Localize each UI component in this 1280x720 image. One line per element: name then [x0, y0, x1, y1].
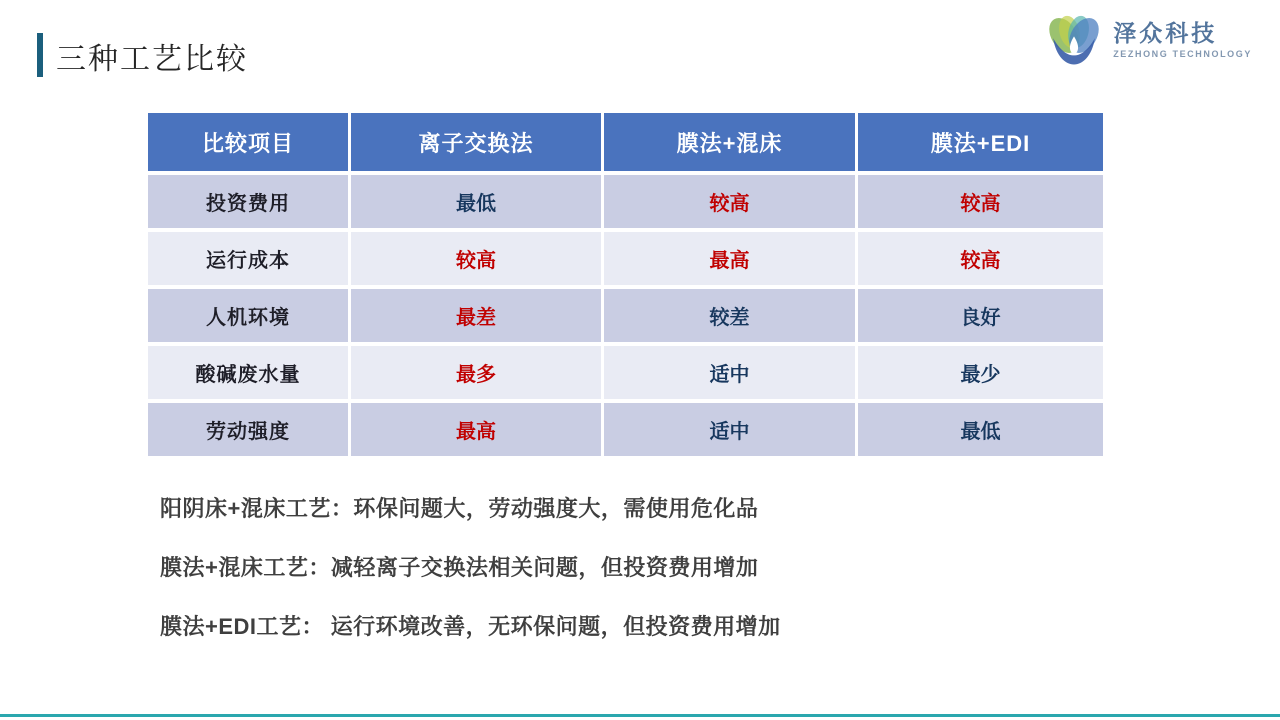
col-header-membrane-mixedbed: 膜法+混床: [604, 113, 855, 171]
cell-value: 较高: [960, 250, 1001, 272]
table-cell: [351, 232, 601, 285]
col-header-ion-exchange: 离子交换法: [351, 113, 601, 171]
table-cell: [604, 175, 855, 228]
cell-value: 最低: [456, 193, 496, 215]
company-logo: [1045, 10, 1252, 70]
row-label: 投资费用: [148, 175, 348, 228]
table-cell: [604, 289, 855, 342]
cell-value: 良好: [960, 307, 1001, 329]
col-header-item: 比较项目: [148, 113, 348, 171]
note-membrane-mixedbed: 膜法+混床工艺：减轻离子交换法相关问题，但投资费用增加: [160, 555, 759, 580]
table-cell: [351, 175, 601, 228]
cell-value: 较高: [960, 193, 1001, 215]
table-cell: [351, 289, 601, 342]
row-label: 人机环境: [148, 289, 348, 342]
table-cell: [351, 403, 601, 456]
cell-value: 最少: [960, 364, 1001, 386]
table-cell: [351, 346, 601, 399]
title-accent-bar: [37, 33, 43, 77]
process-notes: [160, 492, 781, 641]
row-label: 运行成本: [148, 232, 348, 285]
logo-name-en: ZEZHONG TECHNOLOGY: [1113, 49, 1252, 60]
cell-value: 最差: [456, 307, 496, 329]
table-cell: [604, 403, 855, 456]
lotus-drop-logo-icon: [1045, 10, 1103, 70]
cell-value: 最低: [960, 421, 1001, 443]
cell-value: 较高: [456, 250, 496, 272]
note-yangyin-mixedbed: 阳阴床+混床工艺：环保问题大，劳动强度大，需使用危化品: [160, 496, 759, 521]
col-header-membrane-edi: 膜法+EDI: [858, 113, 1103, 171]
comparison-table: [148, 113, 1103, 456]
cell-value: 最高: [456, 421, 496, 443]
row-label: 酸碱废水量: [148, 346, 348, 399]
table-cell: [858, 232, 1103, 285]
note-membrane-edi: 膜法+EDI工艺： 运行环境改善，无环保问题，但投资费用增加: [160, 614, 781, 639]
cell-value: 适中: [709, 421, 750, 443]
table-cell: [604, 346, 855, 399]
table-cell: [858, 403, 1103, 456]
cell-value: 较差: [709, 307, 750, 329]
cell-value: 适中: [709, 364, 750, 386]
table-cell: [858, 289, 1103, 342]
table-cell: [858, 346, 1103, 399]
logo-text: [1113, 21, 1252, 59]
table-cell: [858, 175, 1103, 228]
page-title: 三种工艺比较: [56, 43, 248, 76]
cell-value: 较高: [709, 193, 750, 215]
table-cell: [604, 232, 855, 285]
row-label: 劳动强度: [148, 403, 348, 456]
bottom-accent-line: [0, 714, 1280, 717]
cell-value: 最高: [709, 250, 750, 272]
cell-value: 最多: [456, 364, 496, 386]
logo-name-cn: 泽众科技: [1113, 19, 1218, 46]
